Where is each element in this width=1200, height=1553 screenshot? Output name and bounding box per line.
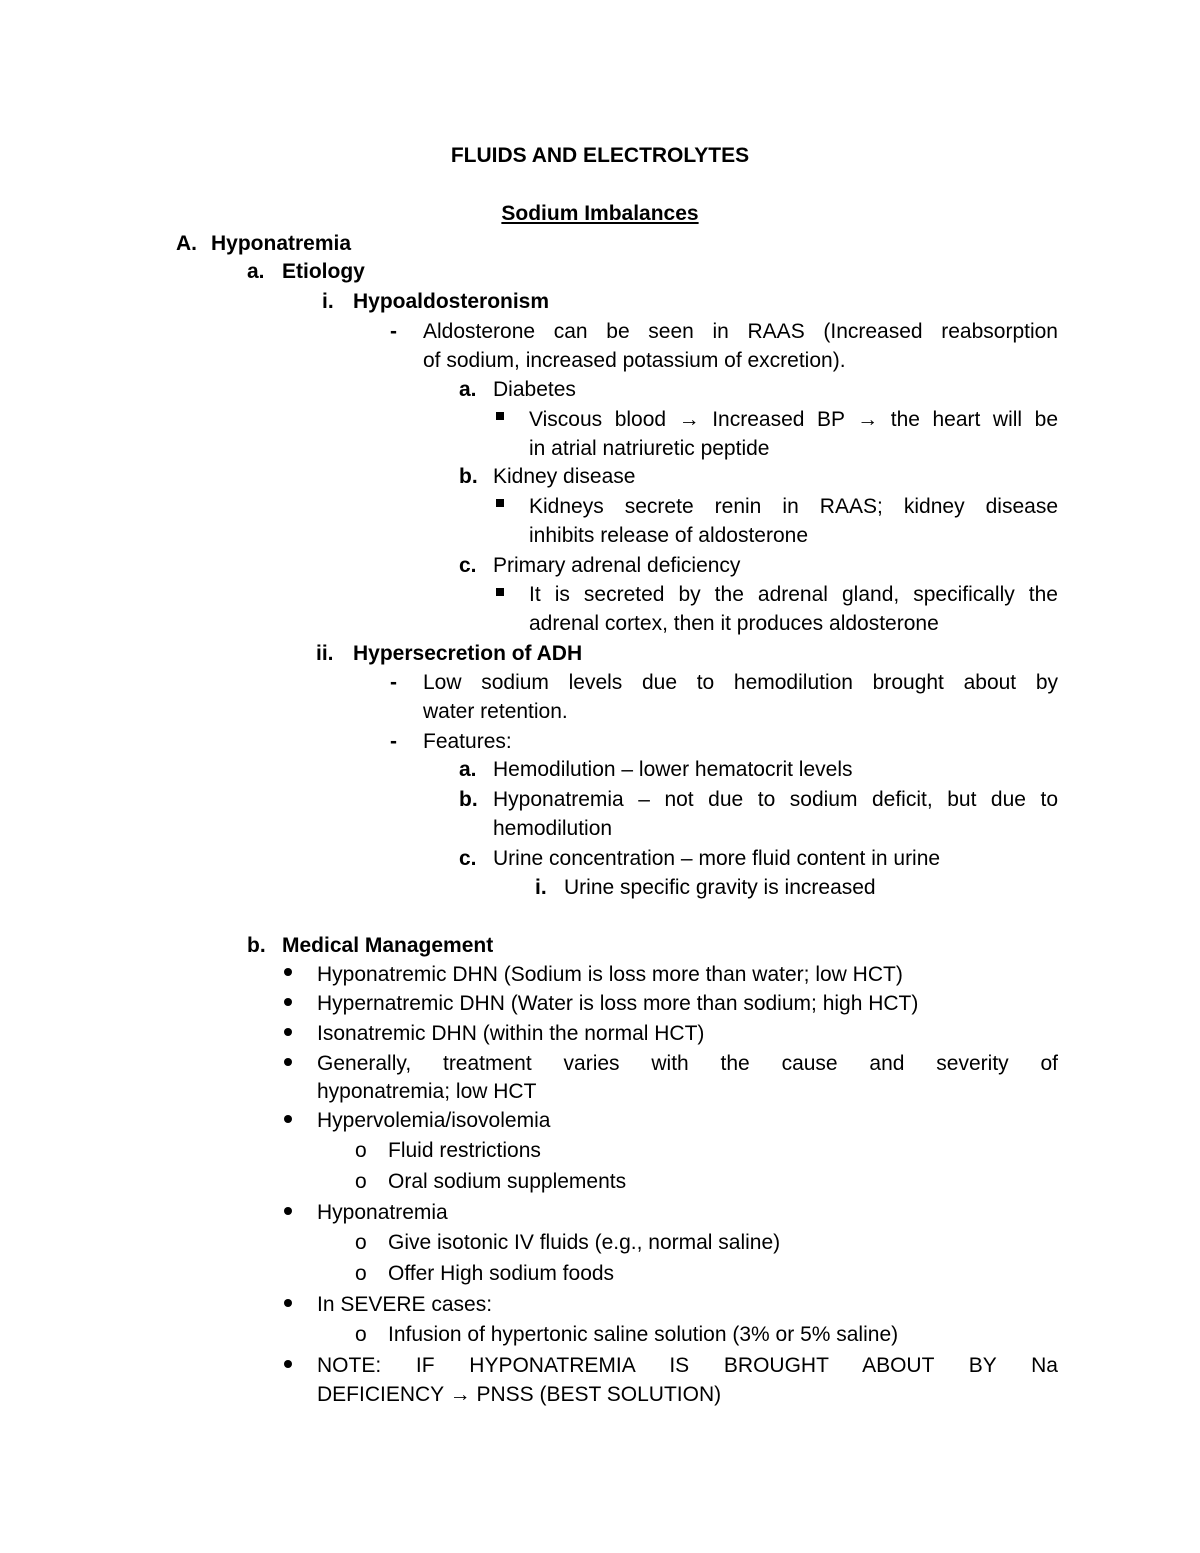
management-bullet-4-line-1: Generally, treatment varies with the cause and severity of [317,1052,1058,1075]
bullet-icon [284,1115,292,1123]
feature-marker-c: c. [459,847,477,870]
outline-marker-i: i. [322,290,334,313]
management-bullet-5: Hypervolemia/isovolemia [317,1109,551,1132]
management-bullet-6: Hyponatremia [317,1201,448,1224]
heading-hypoaldosteronism: Hypoaldosteronism [353,290,550,313]
circle-bullet-marker: o [355,1323,367,1346]
dash-marker: - [390,320,397,343]
feature-hyponatremia-line-1: Hyponatremia – not due to sodium deficit, but due to [493,788,1058,811]
sub-feature-specific-gravity: Urine specific gravity is increased [564,876,876,899]
square-bullet-icon [496,499,504,507]
sub-bullet-high-sodium-foods: Offer High sodium foods [388,1262,615,1285]
management-bullet-4-line-2: hyponatremia; low HCT [317,1080,537,1103]
heading-medical-management: Medical Management [282,934,494,957]
circle-bullet-marker: o [355,1170,367,1193]
sub-bullet-fluid-restrictions: Fluid restrictions [388,1139,541,1162]
bullet-icon [284,968,292,976]
heading-hypersecretion-adh: Hypersecretion of ADH [353,642,583,665]
sub-bullet-hypertonic-saline: Infusion of hypertonic saline solution (3% or 5% saline) [388,1323,899,1346]
dash-marker: - [390,730,397,753]
feature-urine-concentration: Urine concentration – more fluid content in urine [493,847,941,870]
bullet-icon [284,1360,292,1368]
outline-marker-b: b. [247,934,266,957]
sub-feature-marker-i: i. [535,876,547,899]
adrenal-detail-line-1: It is secreted by the adrenal gland, specifically the [529,583,1058,606]
features-label: Features: [423,730,512,753]
adh-desc-line-2: water retention. [423,700,568,723]
item-marker-b: b. [459,465,478,488]
bullet-icon [284,1028,292,1036]
bullet-icon [284,1058,292,1066]
item-marker-a: a. [459,378,477,401]
feature-hemodilution: Hemodilution – lower hematocrit levels [493,758,853,781]
hypoaldo-desc-line-1: Aldosterone can be seen in RAAS (Increased reabsorption [423,320,1058,343]
bullet-icon [284,1207,292,1215]
dash-marker: - [390,671,397,694]
square-bullet-icon [496,588,504,596]
diabetes-detail-line-1: Viscous blood → Increased BP → the heart will be [529,408,1058,431]
circle-bullet-marker: o [355,1262,367,1285]
management-bullet-2: Hypernatremic DHN (Water is loss more than sodium; high HCT) [317,992,919,1015]
adrenal-detail-line-2: adrenal cortex, then it produces aldosterone [529,612,939,635]
management-bullet-1: Hyponatremic DHN (Sodium is loss more than water; low HCT) [317,963,903,986]
circle-bullet-marker: o [355,1139,367,1162]
bullet-icon [284,998,292,1006]
outline-marker-ii: ii. [316,642,334,665]
document-title: FLUIDS AND ELECTROLYTES [450,144,750,167]
heading-hyponatremia: Hyponatremia [211,232,352,255]
square-bullet-icon [496,412,504,420]
diabetes-detail-line-2: in atrial natriuretic peptide [529,437,770,460]
item-kidney-disease: Kidney disease [493,465,636,488]
item-primary-adrenal-deficiency: Primary adrenal deficiency [493,554,741,577]
feature-marker-b: b. [459,788,478,811]
sub-bullet-isotonic-iv: Give isotonic IV fluids (e.g., normal saline) [388,1231,781,1254]
sub-bullet-oral-sodium: Oral sodium supplements [388,1170,627,1193]
hypoaldo-desc-line-2: of sodium, increased potassium of excretion). [423,349,846,372]
management-note-line-1: NOTE: IF HYPONATREMIA IS BROUGHT ABOUT BY Na [317,1354,1058,1377]
kidney-detail-line-2: inhibits release of aldosterone [529,524,809,547]
feature-marker-a: a. [459,758,477,781]
outline-marker-a: a. [247,260,265,283]
item-diabetes: Diabetes [493,378,576,401]
heading-etiology: Etiology [282,260,365,283]
feature-hyponatremia-line-2: hemodilution [493,817,613,840]
adh-desc-line-1: Low sodium levels due to hemodilution brought about by [423,671,1058,694]
management-bullet-7: In SEVERE cases: [317,1293,493,1316]
management-bullet-3: Isonatremic DHN (within the normal HCT) [317,1022,705,1045]
kidney-detail-line-1: Kidneys secrete renin in RAAS; kidney disease [529,495,1058,518]
outline-marker-A: A. [176,232,197,255]
item-marker-c: c. [459,554,477,577]
subtitle-text: Sodium Imbalances [501,202,699,225]
bullet-icon [284,1299,292,1307]
management-note-line-2: DEFICIENCY → PNSS (BEST SOLUTION) [317,1383,722,1406]
circle-bullet-marker: o [355,1231,367,1254]
section-subtitle [0,202,1200,226]
